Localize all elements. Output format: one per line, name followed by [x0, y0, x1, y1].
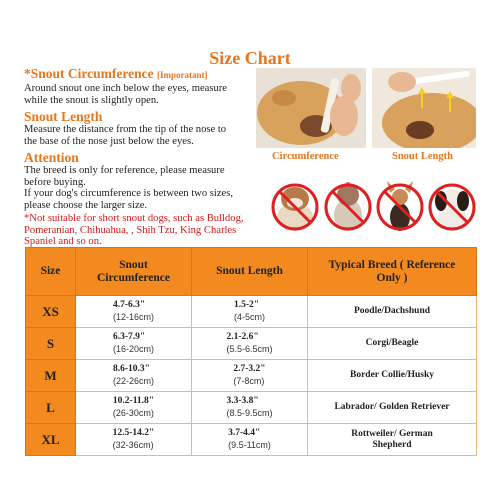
size-cell: XS [26, 296, 76, 328]
attention-text: The breed is only for reference, please measure before buying. If your dog's circumference is between two sizes, please choose the larger size. [24, 165, 233, 211]
breed-cell: Corgi/Beagle [308, 328, 477, 360]
size-cell: XL [26, 424, 76, 456]
table-row [26, 328, 477, 360]
circumference-photo [256, 68, 366, 148]
breed-cell: Labrador/ Golden Retriever [308, 392, 477, 424]
table-row [26, 296, 477, 328]
size-cell: L [26, 392, 76, 424]
snout-circumference-text: Around snout one inch below the eyes, measure while the snout is slightly open. [24, 83, 227, 106]
header-typical-breed: Typical Breed ( Reference Only ) [308, 248, 477, 296]
size-table [25, 247, 477, 456]
snout-length-heading: Snout Length [24, 109, 103, 124]
instructions-panel [24, 66, 286, 248]
snout-circumference-heading: *Snout Circumference [Imporatant] [24, 66, 208, 81]
attention-heading: Attention [24, 150, 79, 165]
table-header-row [26, 248, 477, 296]
important-note: [Imporatant] [156, 70, 208, 80]
length-cell: 2.7-3.2" (7-8cm) [192, 360, 308, 392]
snout-length-text: Measure the distance from the tip of the nose to the base of the nose just below the eyes. [24, 124, 227, 147]
table-row [26, 424, 477, 456]
header-snout-circumference: Snout Circumference [76, 248, 192, 296]
circumference-cell: 4.7-6.3" (12-16cm) [76, 296, 192, 328]
cavalier-prohibited-icon [427, 177, 477, 235]
circumference-cell: 12.5-14.2" (32-36cm) [76, 424, 192, 456]
bulldog-prohibited-icon [270, 177, 320, 235]
size-cell: M [26, 360, 76, 392]
snout-length-caption: Snout Length [392, 151, 453, 162]
warning-text: *Not suitable for short snout dogs, such as Bulldog, Pomeranian, Chihuahua, , Shih Tzu, King Charles Spaniel and so on. [24, 213, 244, 247]
circumference-cell: 8.6-10.3" (22-26cm) [76, 360, 192, 392]
header-size: Size [26, 248, 76, 296]
circumference-caption: Circumference [272, 151, 339, 162]
table-row [26, 392, 477, 424]
snout-length-photo [372, 68, 476, 148]
table-row [26, 360, 477, 392]
circumference-cell: 6.3-7.9" (16-20cm) [76, 328, 192, 360]
shih-tzu-prohibited-icon [323, 177, 373, 235]
breed-cell: Poodle/Dachshund [308, 296, 477, 328]
header-snout-length: Snout Length [192, 248, 308, 296]
chihuahua-prohibited-icon [375, 177, 425, 235]
size-cell: S [26, 328, 76, 360]
circumference-cell: 10.2-11.8" (26-30cm) [76, 392, 192, 424]
length-cell: 2.1-2.6" (5.5-6.5cm) [192, 328, 308, 360]
page-title: Size Chart [209, 48, 291, 68]
length-cell: 3.7-4.4" (9.5-11cm) [192, 424, 308, 456]
length-cell: 3.3-3.8" (8.5-9.5cm) [192, 392, 308, 424]
breed-cell: Rottweiler/ German Shepherd [308, 424, 477, 456]
length-cell: 1.5-2" (4-5cm) [192, 296, 308, 328]
breed-cell: Border Collie/Husky [308, 360, 477, 392]
